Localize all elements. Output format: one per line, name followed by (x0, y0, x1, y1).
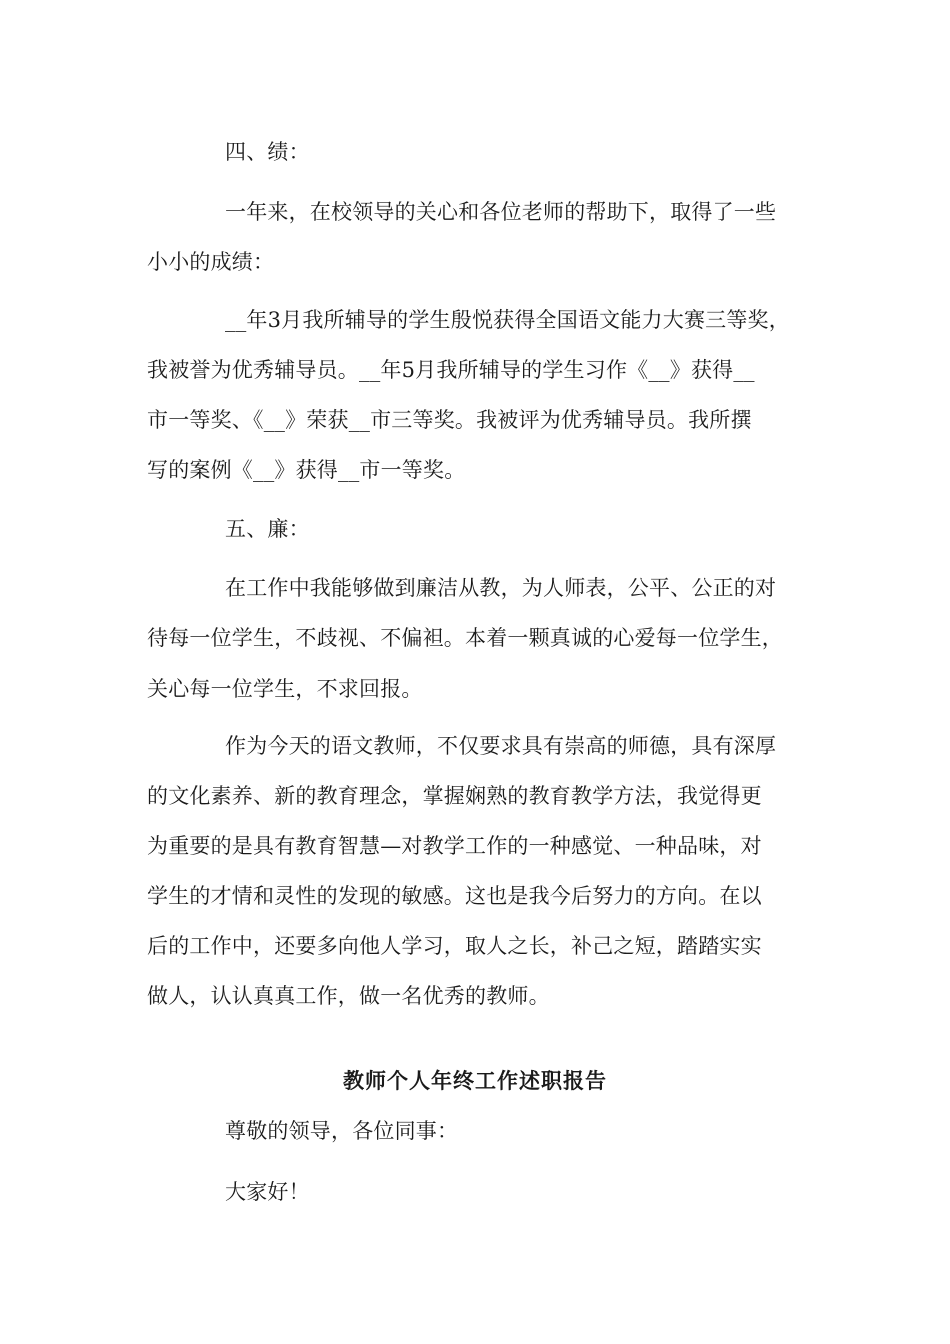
greeting: 大家好！ (225, 1180, 310, 1204)
paragraph-line: 学生的才情和灵性的发现的敏感。这也是我今后努力的方向。在以 (147, 884, 762, 908)
paragraph-line: 一年来，在校领导的关心和各位老师的帮助下，取得了一些 (225, 200, 777, 224)
paragraph-line: 做人，认认真真工作，做一名优秀的教师。 (147, 984, 550, 1008)
paragraph-line: 作为今天的语文教师，不仅要求具有崇高的师德，具有深厚 (225, 734, 777, 758)
section-heading-integrity: 五、廉： (225, 517, 310, 541)
paragraph-line: 小小的成绩： (147, 250, 275, 274)
paragraph-line: 后的工作中，还要多向他人学习，取人之长，补己之短，踏踏实实 (147, 934, 762, 958)
section-heading-achievements: 四、绩： (225, 140, 310, 164)
report-title: 教师个人年终工作述职报告 (343, 1068, 607, 1093)
paragraph-line: __年3月我所辅导的学生殷悦获得全国语文能力大赛三等奖， (225, 308, 790, 332)
paragraph-line: 在工作中我能够做到廉洁从教，为人师表，公平、公正的对 (225, 576, 777, 600)
paragraph-line: 关心每一位学生，不求回报。 (147, 677, 423, 701)
paragraph-line: 的文化素养、新的教育理念，掌握娴熟的教育教学方法，我觉得更 (147, 784, 762, 808)
paragraph-line: 待每一位学生，不歧视、不偏袒。本着一颗真诚的心爱每一位学生， (147, 626, 783, 650)
paragraph-line: 写的案例《__》获得__市一等奖。 (147, 458, 466, 482)
paragraph-line: 为重要的是具有教育智慧—对教学工作的一种感觉、一种品味，对 (147, 834, 762, 858)
paragraph-line: 市一等奖、《__》荣获__市三等奖。我被评为优秀辅导员。我所撰 (147, 408, 752, 432)
salutation: 尊敬的领导，各位同事： (225, 1119, 459, 1143)
paragraph-line: 我被誉为优秀辅导员。__年5月我所辅导的学生习作《__》获得__ (147, 358, 755, 382)
